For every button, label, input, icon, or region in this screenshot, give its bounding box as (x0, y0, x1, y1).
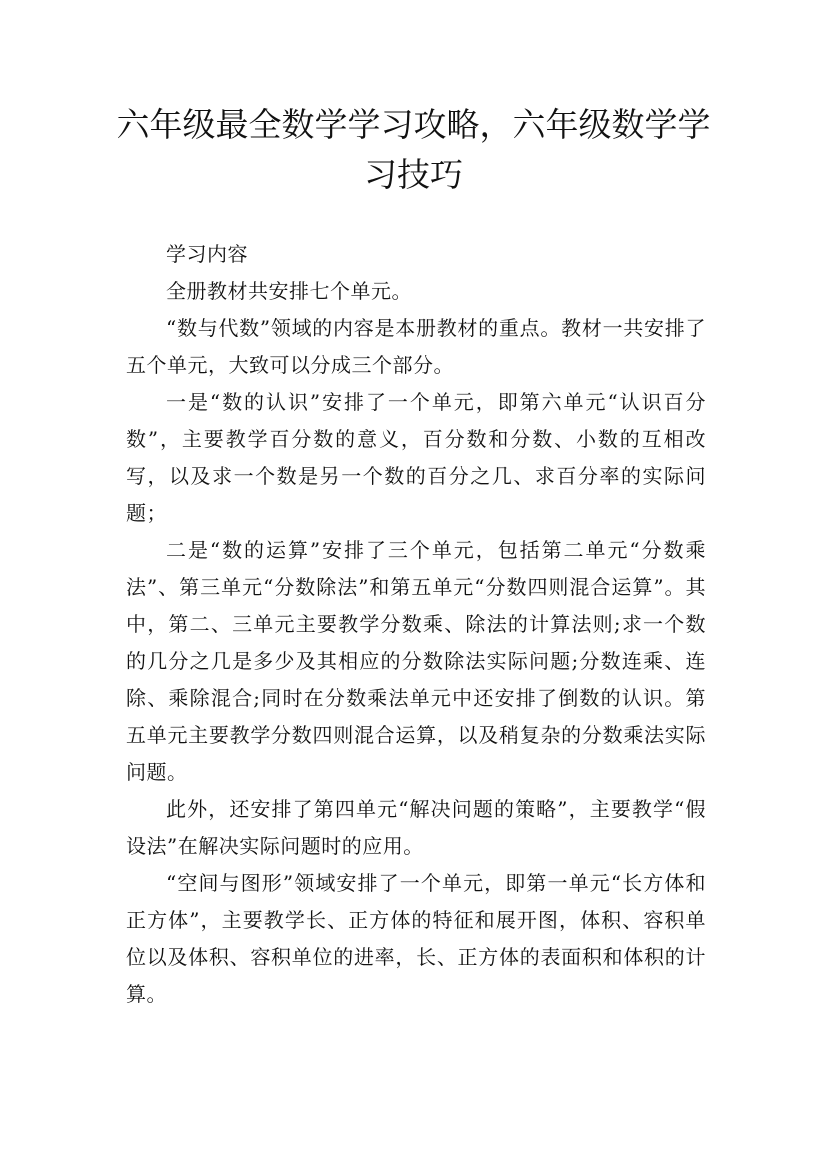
document-body (126, 236, 706, 1013)
paragraph-problem-solving: 此外，还安排了第四单元“解决问题的策略”，主要教学“假设法”在解决实际问题时的应用。 (126, 797, 706, 858)
document-title: 六年级最全数学学习攻略，六年级数学学习技巧 (116, 105, 711, 194)
paragraph-units-overview: 全册教材共安排七个单元。 (166, 279, 412, 303)
paragraph-number-algebra: “数与代数”领域的内容是本册教材的重点。教材一共安排了五个单元，大致可以分成三个部分。 (126, 316, 706, 377)
paragraph-number-recognition: 一是“数的认识”安排了一个单元，即第六单元“认识百分数”，主要教学百分数的意义，百分数和分数、小数的互相改写，以及求一个数是另一个数的百分之几、求百分率的实际问题； (126, 390, 706, 525)
paragraph-number-operations: 二是“数的运算”安排了三个单元，包括第二单元“分数乘法”、第三单元“分数除法”和第五单元“分数四则混合运算”。其中，第二、三单元主要教学分数乘、除法的计算法则;求一个数的几分之几是多少及其相应的分数除法实际问题;分数连乘、连除、乘除混合;同时在分数乘法单元中还安排了倒数的认识。第五单元主要教学分数四则混合运算，以及稍复杂的分数乘法实际问题。 (126, 538, 706, 784)
paragraph-study-content: 学习内容 (166, 242, 248, 266)
paragraph-space-geometry: “空间与图形”领域安排了一个单元，即第一单元“长方体和正方体”，主要教学长、正方体的特征和展开图，体积、容积单位以及体积、容积单位的进率，长、正方体的表面积和体积的计算。 (126, 871, 706, 1006)
